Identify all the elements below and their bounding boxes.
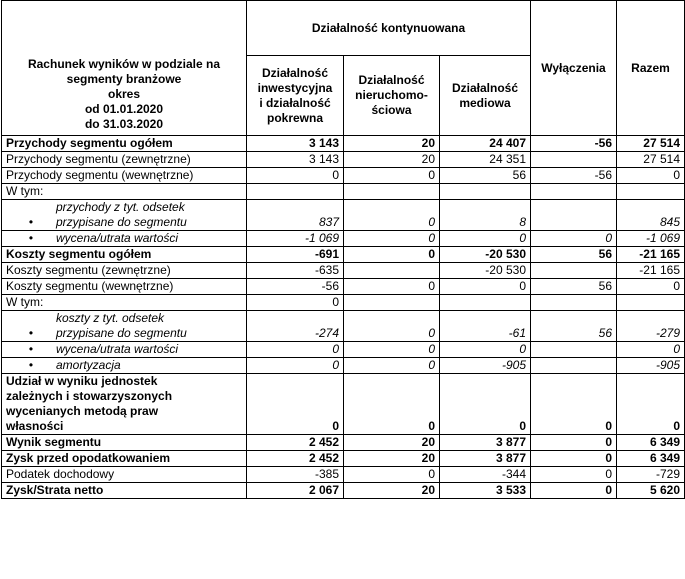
cell-value: -385 bbox=[247, 467, 344, 483]
cell-value: -691 bbox=[247, 247, 344, 263]
cell-value: -20 530 bbox=[440, 247, 531, 263]
row-label: Przychody segmentu (wewnętrzne) bbox=[2, 168, 247, 184]
row-label: • koszty z tyt. odsetek przypisane do segmentu bbox=[2, 311, 247, 342]
cell-value: 0 bbox=[344, 200, 440, 231]
cell-value: -344 bbox=[440, 467, 531, 483]
bullet-icon: • bbox=[28, 342, 34, 356]
cell-value: 0 bbox=[344, 374, 440, 435]
cell-value: 0 bbox=[440, 342, 531, 358]
table-row bbox=[2, 358, 685, 374]
cell-value: 0 bbox=[344, 467, 440, 483]
table-row bbox=[2, 342, 685, 358]
cell-value: -56 bbox=[531, 168, 617, 184]
cell-value: 0 bbox=[531, 451, 617, 467]
cell-value: 0 bbox=[531, 483, 617, 499]
cell-value: -635 bbox=[247, 263, 344, 279]
bullet-icon: • bbox=[28, 326, 34, 340]
cell-value: 0 bbox=[440, 374, 531, 435]
cell-value: 56 bbox=[531, 311, 617, 342]
cell-value bbox=[531, 295, 617, 311]
cell-value: 3 143 bbox=[247, 152, 344, 168]
row-label: Koszty segmentu (zewnętrzne) bbox=[2, 263, 247, 279]
cell-value: 0 bbox=[344, 168, 440, 184]
cell-value: 56 bbox=[531, 279, 617, 295]
cell-value: -1 069 bbox=[617, 231, 685, 247]
table-row bbox=[2, 168, 685, 184]
row-label: Podatek dochodowy bbox=[2, 467, 247, 483]
row-label: Koszty segmentu (wewnętrzne) bbox=[2, 279, 247, 295]
cell-value: 0 bbox=[440, 231, 531, 247]
cell-value: -61 bbox=[440, 311, 531, 342]
cell-value: 0 bbox=[617, 374, 685, 435]
cell-value: 0 bbox=[531, 467, 617, 483]
table-row bbox=[2, 295, 685, 311]
row-label: • amortyzacja bbox=[2, 358, 247, 374]
cell-value: -729 bbox=[617, 467, 685, 483]
cell-value: 6 349 bbox=[617, 435, 685, 451]
table-row bbox=[2, 435, 685, 451]
cell-value: 837 bbox=[247, 200, 344, 231]
cell-value bbox=[344, 263, 440, 279]
cell-value: 0 bbox=[344, 231, 440, 247]
bullet-icon: • bbox=[28, 358, 34, 372]
table-title: Rachunek wyników w podziale na segmenty branżowe okres od 01.01.2020 do 31.03.2020 bbox=[2, 1, 247, 136]
cell-value: 20 bbox=[344, 136, 440, 152]
table-row bbox=[2, 279, 685, 295]
cell-value: 0 bbox=[247, 168, 344, 184]
cell-value: 5 620 bbox=[617, 483, 685, 499]
cell-value: 0 bbox=[531, 374, 617, 435]
cell-value: 0 bbox=[344, 358, 440, 374]
table-row bbox=[2, 247, 685, 263]
row-label: W tym: bbox=[2, 184, 247, 200]
cell-value: 0 bbox=[344, 311, 440, 342]
row-label: • wycena/utrata wartości bbox=[2, 231, 247, 247]
table-row bbox=[2, 311, 685, 342]
col-header-total: Razem bbox=[617, 1, 685, 136]
bullet-icon: • bbox=[28, 215, 34, 229]
cell-value: 2 067 bbox=[247, 483, 344, 499]
cell-value: 3 877 bbox=[440, 435, 531, 451]
cell-value bbox=[531, 358, 617, 374]
cell-value: 2 452 bbox=[247, 435, 344, 451]
cell-value: 0 bbox=[440, 279, 531, 295]
table-row bbox=[2, 152, 685, 168]
col-header-real-estate: Działalność nieruchomo- ściowa bbox=[344, 56, 440, 136]
cell-value: 20 bbox=[344, 451, 440, 467]
col-header-eliminations: Wyłączenia bbox=[531, 1, 617, 136]
table-row bbox=[2, 467, 685, 483]
cell-value bbox=[531, 263, 617, 279]
cell-value: -21 165 bbox=[617, 263, 685, 279]
row-label: W tym: bbox=[2, 295, 247, 311]
row-label: • przychody z tyt. odsetek przypisane do segmentu bbox=[2, 200, 247, 231]
cell-value: 6 349 bbox=[617, 451, 685, 467]
cell-value: 2 452 bbox=[247, 451, 344, 467]
cell-value: 0 bbox=[531, 435, 617, 451]
cell-value bbox=[247, 184, 344, 200]
cell-value: -56 bbox=[247, 279, 344, 295]
cell-value bbox=[531, 342, 617, 358]
cell-value: -56 bbox=[531, 136, 617, 152]
row-label: Przychody segmentu (zewnętrzne) bbox=[2, 152, 247, 168]
cell-value: 20 bbox=[344, 435, 440, 451]
table-row bbox=[2, 200, 685, 231]
cell-value bbox=[531, 200, 617, 231]
cell-value bbox=[617, 184, 685, 200]
row-label: Zysk/Strata netto bbox=[2, 483, 247, 499]
group-header-continuing: Działalność kontynuowana bbox=[247, 1, 531, 56]
cell-value bbox=[617, 295, 685, 311]
col-header-media: Działalność mediowa bbox=[440, 56, 531, 136]
cell-value: 0 bbox=[247, 342, 344, 358]
cell-value: 0 bbox=[617, 168, 685, 184]
cell-value: 27 514 bbox=[617, 136, 685, 152]
row-label: Koszty segmentu ogółem bbox=[2, 247, 247, 263]
table-row bbox=[2, 263, 685, 279]
cell-value: 0 bbox=[247, 295, 344, 311]
cell-value: 24 407 bbox=[440, 136, 531, 152]
bullet-icon: • bbox=[28, 231, 34, 245]
table-row bbox=[2, 483, 685, 499]
cell-value: 0 bbox=[344, 342, 440, 358]
table-row bbox=[2, 231, 685, 247]
row-label: Udział w wyniku jednostek zależnych i stowarzyszonych wycenianych metodą praw własności bbox=[2, 374, 247, 435]
table-row bbox=[2, 374, 685, 435]
table-row bbox=[2, 136, 685, 152]
table-row bbox=[2, 184, 685, 200]
table-row bbox=[2, 451, 685, 467]
cell-value: -279 bbox=[617, 311, 685, 342]
cell-value bbox=[531, 152, 617, 168]
cell-value: 3 143 bbox=[247, 136, 344, 152]
row-label: Przychody segmentu ogółem bbox=[2, 136, 247, 152]
cell-value: 0 bbox=[617, 342, 685, 358]
cell-value: 0 bbox=[344, 247, 440, 263]
cell-value: 0 bbox=[247, 374, 344, 435]
cell-value: 56 bbox=[531, 247, 617, 263]
cell-value: 56 bbox=[440, 168, 531, 184]
cell-value: 0 bbox=[247, 358, 344, 374]
cell-value: 24 351 bbox=[440, 152, 531, 168]
cell-value bbox=[344, 184, 440, 200]
cell-value: -274 bbox=[247, 311, 344, 342]
cell-value: 20 bbox=[344, 152, 440, 168]
cell-value: 20 bbox=[344, 483, 440, 499]
row-label: • wycena/utrata wartości bbox=[2, 342, 247, 358]
row-label: Zysk przed opodatkowaniem bbox=[2, 451, 247, 467]
cell-value: 27 514 bbox=[617, 152, 685, 168]
cell-value: 845 bbox=[617, 200, 685, 231]
cell-value bbox=[440, 184, 531, 200]
cell-value: -20 530 bbox=[440, 263, 531, 279]
cell-value: 0 bbox=[344, 279, 440, 295]
cell-value: -905 bbox=[440, 358, 531, 374]
cell-value: -21 165 bbox=[617, 247, 685, 263]
row-label: Wynik segmentu bbox=[2, 435, 247, 451]
cell-value bbox=[344, 295, 440, 311]
cell-value: 0 bbox=[531, 231, 617, 247]
cell-value: 3 877 bbox=[440, 451, 531, 467]
cell-value: -905 bbox=[617, 358, 685, 374]
cell-value bbox=[440, 295, 531, 311]
cell-value: -1 069 bbox=[247, 231, 344, 247]
cell-value bbox=[531, 184, 617, 200]
segment-results-table bbox=[1, 0, 685, 499]
cell-value: 3 533 bbox=[440, 483, 531, 499]
cell-value: 8 bbox=[440, 200, 531, 231]
col-header-investment: Działalność inwestycyjna i działalność pokrewna bbox=[247, 56, 344, 136]
cell-value: 0 bbox=[617, 279, 685, 295]
